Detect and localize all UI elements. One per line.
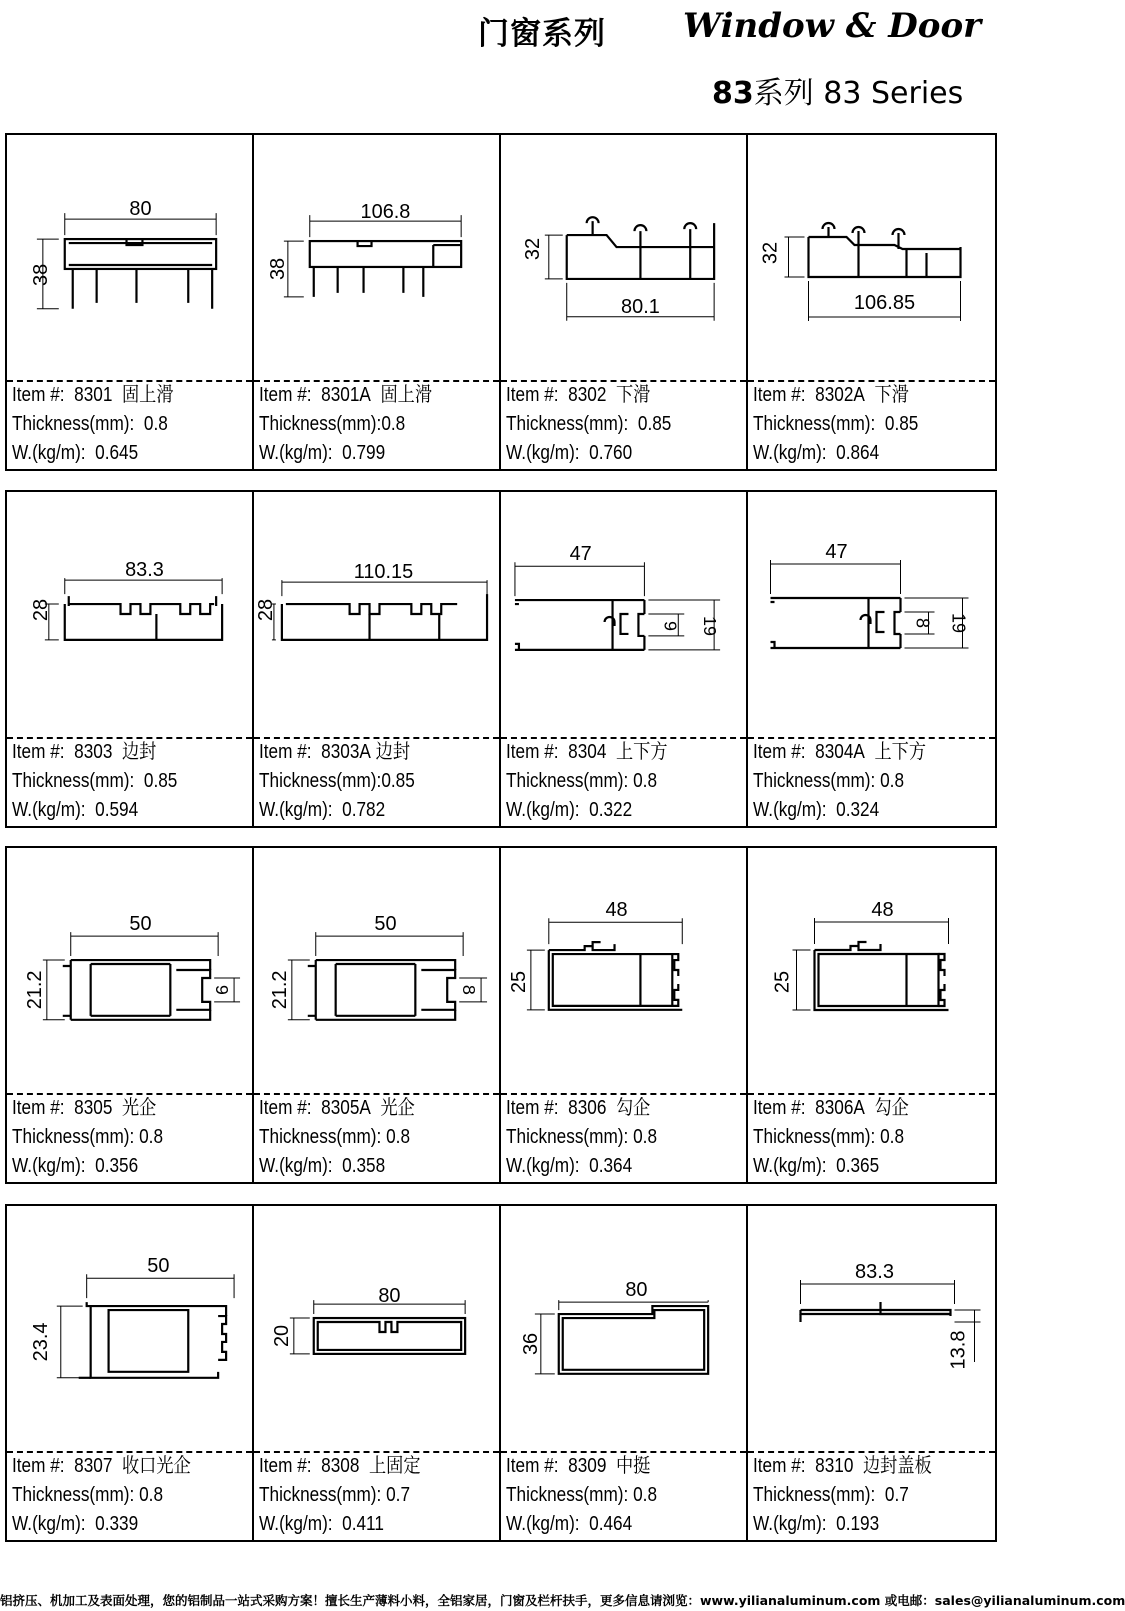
weight-value: 0.193 (836, 1513, 880, 1535)
item-name: 边封 (121, 741, 157, 763)
thickness-label: Thickness(mm): (506, 1484, 629, 1506)
profile-card-8304A (748, 492, 995, 826)
dim-width: 47 (825, 541, 848, 563)
item-label: Item #: (259, 384, 312, 406)
weight-value: 0.365 (836, 1155, 880, 1177)
weight-value: 0.324 (836, 799, 880, 821)
item-label: Item #: (12, 741, 65, 763)
weight-value: 0.782 (342, 799, 386, 821)
profile-card-8305 (7, 848, 254, 1182)
thickness-value: 0.85 (637, 413, 672, 435)
weight-label: W.(kg/m): (12, 1155, 86, 1177)
item-name: 边封 (375, 741, 411, 763)
item-number: 8304 (568, 741, 607, 763)
item-number: 8306 (568, 1097, 607, 1119)
item-name: 固上滑 (380, 384, 433, 406)
weight-label: W.(kg/m): (12, 799, 86, 821)
dim-width: 80 (129, 198, 152, 221)
profile-drawing-8301A (254, 135, 499, 380)
dim-height: 36 (519, 1332, 542, 1356)
thickness-value: 0.7 (386, 1484, 411, 1506)
item-name: 上下方 (874, 741, 927, 763)
profile-info (12, 381, 174, 468)
profile-info (753, 1094, 909, 1181)
weight-value: 0.364 (589, 1155, 633, 1177)
weight-label: W.(kg/m): (753, 1513, 827, 1535)
dim-inner-height: 8 (459, 984, 480, 995)
dim-height: 19 (948, 612, 969, 634)
item-label: Item #: (753, 1455, 806, 1477)
weight-label: W.(kg/m): (506, 799, 580, 821)
weight-label: W.(kg/m): (12, 442, 86, 464)
dim-height: 21.2 (23, 970, 46, 1010)
dim-inner-height: 8 (912, 617, 933, 629)
profile-card-8303 (7, 492, 254, 826)
thickness-label: Thickness(mm): (506, 770, 629, 792)
profile-drawing-8306A (748, 848, 995, 1093)
dim-width: 50 (129, 913, 152, 936)
thickness-label: Thickness(mm): (506, 1126, 629, 1148)
header-title-cn: 门窗系列 (478, 16, 606, 52)
item-label: Item #: (753, 384, 806, 406)
dim-width: 83.3 (125, 559, 164, 582)
profile-info (506, 1094, 657, 1181)
item-label: Item #: (506, 384, 559, 406)
weight-label: W.(kg/m): (259, 799, 333, 821)
profile-info (259, 1094, 415, 1181)
item-name: 边封盖板 (862, 1455, 932, 1477)
item-number: 8309 (568, 1455, 607, 1477)
weight-value: 0.864 (836, 442, 880, 464)
weight-value: 0.339 (95, 1513, 139, 1535)
thickness-value: 0.8 (386, 1126, 411, 1148)
header-title-en: Window & Door (683, 6, 982, 46)
profile-drawing-8308 (254, 1206, 499, 1451)
dim-width: 48 (605, 899, 628, 922)
dim-height: 28 (29, 598, 52, 622)
profile-row-1 (5, 133, 997, 471)
series-title (712, 68, 963, 112)
thickness-label: Thickness(mm): (753, 1126, 876, 1148)
dim-width: 83.3 (855, 1261, 894, 1283)
dim-width: 80 (625, 1279, 648, 1302)
item-number: 8303 (74, 741, 113, 763)
profile-info (753, 1452, 932, 1539)
dim-width: 80.1 (621, 295, 660, 318)
thickness-label: Thickness(mm): (12, 1126, 135, 1148)
item-name: 勾企 (615, 1097, 651, 1119)
thickness-label: Thickness(mm): (259, 770, 382, 792)
profile-card-8307 (7, 1206, 254, 1540)
thickness-label: Thickness(mm): (753, 770, 876, 792)
item-number: 8305A (321, 1097, 371, 1119)
profile-row-4 (5, 1204, 997, 1542)
item-name: 光企 (380, 1097, 415, 1119)
profile-card-8310 (748, 1206, 995, 1540)
weight-label: W.(kg/m): (753, 1155, 827, 1177)
profile-drawing-8304A (748, 492, 995, 737)
thickness-value: 0.7 (884, 1484, 909, 1506)
weight-value: 0.464 (589, 1513, 633, 1535)
thickness-label: Thickness(mm): (753, 413, 876, 435)
item-number: 8302 (568, 384, 607, 406)
thickness-label: Thickness(mm): (259, 413, 382, 435)
item-label: Item #: (259, 1097, 312, 1119)
item-number: 8306A (815, 1097, 865, 1119)
profile-card-8301 (7, 135, 254, 469)
item-name: 上固定 (368, 1455, 421, 1477)
profile-card-8301A (254, 135, 501, 469)
footer-contact: 铝挤压、机加工及表面处理，您的铝制品一站式采购方案！擅长生产薄料小料，全铝家居，门窗及栏杆扶手，更多信息请浏览：www.yilianaluminum.com 或电邮：sales@yilianaluminum.com (0, 1593, 1125, 1608)
item-number: 8307 (74, 1455, 113, 1477)
dim-height: 32 (759, 241, 782, 265)
weight-value: 0.799 (342, 442, 386, 464)
profile-drawing-8301 (7, 135, 252, 380)
profile-info (12, 738, 177, 825)
thickness-value: 0.8 (633, 770, 658, 792)
weight-label: W.(kg/m): (506, 1513, 580, 1535)
item-label: Item #: (506, 1455, 559, 1477)
item-label: Item #: (259, 1455, 312, 1477)
profile-info (259, 1452, 421, 1539)
item-name: 上下方 (615, 741, 668, 763)
thickness-value: 0.85 (143, 770, 178, 792)
thickness-label: Thickness(mm): (753, 1484, 876, 1506)
dim-height: 38 (29, 263, 52, 287)
profile-card-8302A (748, 135, 995, 469)
item-number: 8302A (815, 384, 865, 406)
dim-width: 48 (871, 899, 894, 921)
profile-drawing-8307 (7, 1206, 252, 1451)
thickness-label: Thickness(mm): (12, 770, 135, 792)
profile-info (259, 381, 432, 468)
item-name: 勾企 (874, 1097, 909, 1119)
dim-width: 50 (374, 913, 397, 936)
profile-card-8302 (501, 135, 748, 469)
dim-width: 106.85 (853, 292, 916, 314)
profile-drawing-8303A (254, 492, 499, 737)
dim-height: 20 (270, 1324, 293, 1348)
thickness-value: 0.8 (880, 1126, 905, 1148)
item-number: 8308 (321, 1455, 360, 1477)
item-name: 中挺 (615, 1455, 651, 1477)
item-name: 收口光企 (121, 1455, 191, 1477)
profile-info (506, 381, 671, 468)
thickness-value: 0.8 (143, 413, 168, 435)
weight-value: 0.760 (589, 442, 633, 464)
thickness-label: Thickness(mm): (506, 413, 629, 435)
weight-value: 0.645 (95, 442, 139, 464)
profile-row-3 (5, 846, 997, 1184)
item-number: 8301A (321, 384, 371, 406)
dim-height: 25 (771, 970, 794, 994)
item-name: 下滑 (874, 384, 909, 406)
thickness-label: Thickness(mm): (259, 1484, 382, 1506)
item-label: Item #: (506, 1097, 559, 1119)
profile-row-2 (5, 490, 997, 828)
dim-inner-height: 9 (660, 620, 681, 631)
profile-card-8308 (254, 1206, 501, 1540)
weight-label: W.(kg/m): (753, 799, 827, 821)
item-label: Item #: (506, 741, 559, 763)
series-number: 83 (712, 76, 754, 111)
profile-drawing-8304 (501, 492, 746, 737)
thickness-value: 0.85 (381, 770, 415, 792)
profile-drawing-8302 (501, 135, 746, 380)
weight-value: 0.411 (342, 1513, 384, 1535)
profile-drawing-8305A (254, 848, 499, 1093)
dim-width: 110.15 (353, 561, 414, 584)
thickness-label: Thickness(mm): (259, 1126, 382, 1148)
weight-label: W.(kg/m): (259, 1513, 333, 1535)
weight-value: 0.356 (95, 1155, 139, 1177)
profile-card-8306A (748, 848, 995, 1182)
item-number: 8303A (321, 741, 371, 763)
profile-drawing-8302A (748, 135, 995, 380)
weight-label: W.(kg/m): (506, 442, 580, 464)
dim-height: 28 (254, 598, 277, 622)
profile-drawing-8310 (748, 1206, 995, 1451)
profile-card-8305A (254, 848, 501, 1182)
thickness-value: 0.8 (633, 1126, 658, 1148)
series-cn: 系列 (753, 76, 814, 111)
profile-drawing-8305 (7, 848, 252, 1093)
item-label: Item #: (12, 1455, 65, 1477)
dim-width: 106.8 (360, 201, 411, 224)
item-number: 8305 (74, 1097, 113, 1119)
dim-height: 21.2 (268, 970, 291, 1010)
weight-label: W.(kg/m): (259, 442, 333, 464)
thickness-value: 0.8 (139, 1126, 164, 1148)
profile-card-8303A (254, 492, 501, 826)
dim-height: 19 (700, 615, 721, 636)
item-number: 8301 (74, 384, 113, 406)
item-name: 下滑 (615, 384, 651, 406)
profile-drawing-8303 (7, 492, 252, 737)
weight-value: 0.594 (95, 799, 139, 821)
profile-card-8309 (501, 1206, 748, 1540)
dim-height: 38 (266, 257, 289, 281)
profile-info (12, 1452, 191, 1539)
weight-label: W.(kg/m): (259, 1155, 333, 1177)
dim-width: 80 (378, 1285, 401, 1308)
item-name: 光企 (121, 1097, 157, 1119)
profile-info (506, 1452, 657, 1539)
item-label: Item #: (12, 384, 65, 406)
dim-height: 32 (521, 237, 544, 261)
item-name: 固上滑 (121, 384, 174, 406)
thickness-value: 0.8 (381, 413, 406, 435)
item-label: Item #: (753, 741, 806, 763)
weight-value: 0.322 (589, 799, 633, 821)
thickness-value: 0.85 (884, 413, 919, 435)
item-label: Item #: (12, 1097, 65, 1119)
series-en: 83 Series (823, 76, 964, 111)
thickness-label: Thickness(mm): (12, 413, 135, 435)
dim-height: 23.4 (29, 1322, 52, 1362)
profile-info (12, 1094, 163, 1181)
dim-height: 25 (507, 970, 530, 994)
profile-info (259, 738, 415, 825)
item-label: Item #: (259, 741, 312, 763)
profile-info (753, 381, 918, 468)
dim-inner-height: 9 (212, 984, 233, 995)
weight-value: 0.358 (342, 1155, 386, 1177)
thickness-label: Thickness(mm): (12, 1484, 135, 1506)
weight-label: W.(kg/m): (506, 1155, 580, 1177)
weight-label: W.(kg/m): (753, 442, 827, 464)
thickness-value: 0.8 (633, 1484, 658, 1506)
thickness-value: 0.8 (880, 770, 905, 792)
profile-info (506, 738, 668, 825)
dim-width: 50 (147, 1255, 170, 1278)
item-label: Item #: (753, 1097, 806, 1119)
item-number: 8304A (815, 741, 865, 763)
dim-width: 47 (569, 543, 592, 566)
weight-label: W.(kg/m): (12, 1513, 86, 1535)
thickness-value: 0.8 (139, 1484, 164, 1506)
item-number: 8310 (815, 1455, 854, 1477)
profile-info (753, 738, 926, 825)
profile-drawing-8306 (501, 848, 746, 1093)
profile-card-8304 (501, 492, 748, 826)
dim-height: 13.8 (947, 1330, 970, 1370)
profile-card-8306 (501, 848, 748, 1182)
profile-drawing-8309 (501, 1206, 746, 1451)
